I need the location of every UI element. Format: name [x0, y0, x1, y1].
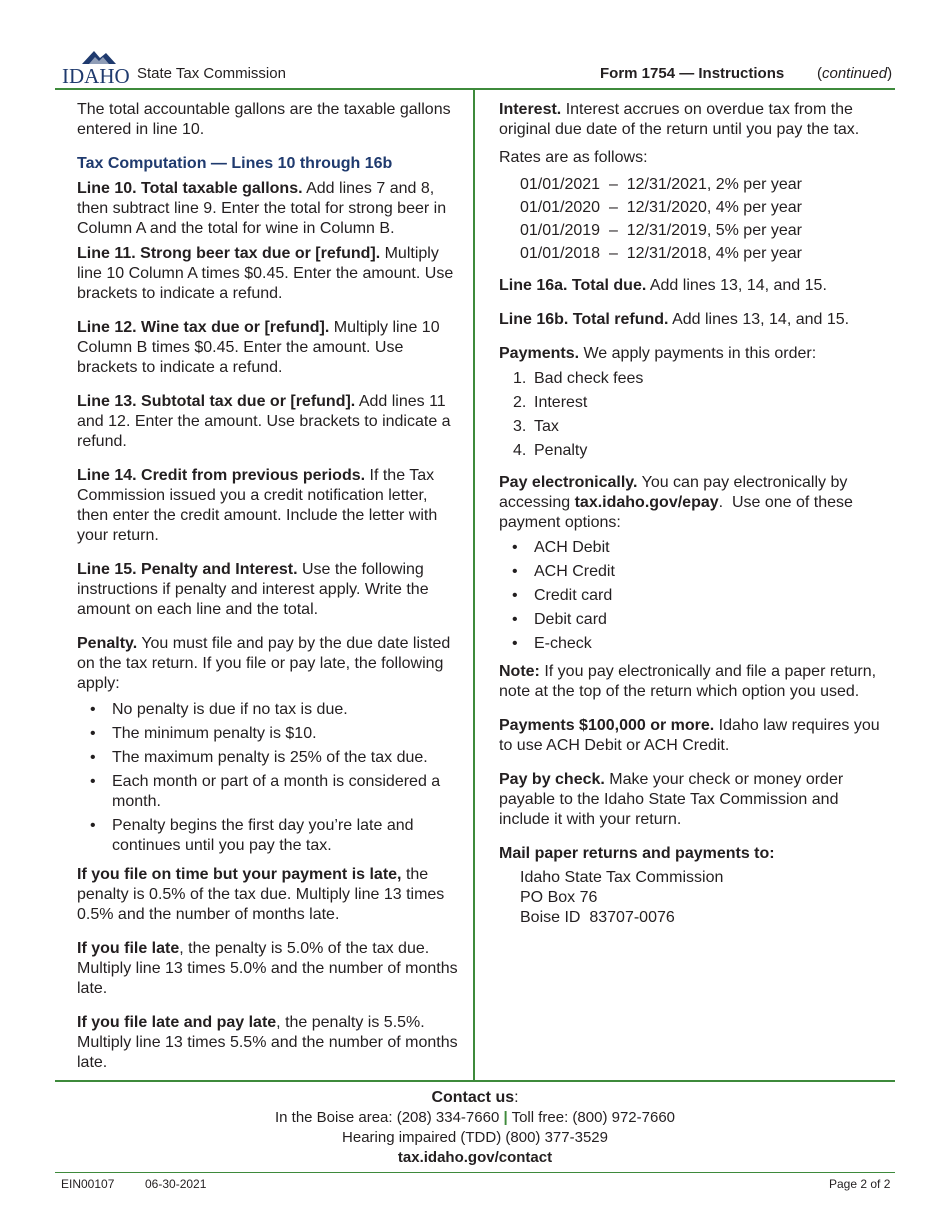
list-item: 3. Tax — [513, 418, 559, 435]
list-item: • The minimum penalty is $10. — [77, 724, 462, 744]
line-15: Line 15. Penalty and Interest. Use the following instructions if penalty and interest apply. Write the amount on each line and the total. — [77, 561, 429, 618]
rate-row: 01/01/2018 – 12/31/2018, 4% per year — [520, 245, 802, 262]
penalty-list — [77, 700, 462, 856]
phone-line: In the Boise area: (208) 334-7660 | Toll free: (800) 972-7660 — [274, 1109, 676, 1126]
address-line: Boise ID 83707-0076 — [520, 909, 675, 926]
line-14: Line 14. Credit from previous periods. If the Tax Commission issued you a credit notification letter, then enter the credit amount. Include the letter with your return. — [77, 467, 438, 544]
right-column — [499, 100, 884, 928]
footer-rule — [55, 1080, 895, 1082]
payments: Payments. We apply payments in this order: — [499, 345, 817, 362]
list-item: 1. Bad check fees — [513, 370, 644, 387]
bottom-rule — [55, 1172, 895, 1173]
line-11: Line 11. Strong beer tax due or [refund]. Multiply line 10 Column A times $0.45. Enter the amount. Use brackets to indicate a refund. — [77, 245, 454, 302]
list-item: 2. Interest — [513, 394, 588, 411]
note: Note: If you pay electronically and file a paper return, note at the top of the return which option you used. — [499, 663, 877, 700]
address-line: PO Box 76 — [520, 889, 598, 906]
pay-by-check: Pay by check. Make your check or money order payable to the Idaho State Tax Commission and include it with your return. — [499, 771, 844, 828]
intro-text: The total accountable gallons are the taxable gallons entered in line 10. — [77, 101, 451, 138]
list-item: 4. Penalty — [513, 442, 588, 459]
list-item: • No penalty is due if no tax is due. — [77, 700, 462, 720]
line-16a: Line 16a. Total due. Add lines 13, 14, and 15. — [499, 277, 827, 294]
file-and-pay-late: If you file late and pay late, the penalty is 5.5%. Multiply line 13 times 5.5% and the number of months late. — [77, 1014, 458, 1071]
line-16b: Line 16b. Total refund. Add lines 13, 14, and 15. — [499, 311, 850, 328]
header-rule — [55, 88, 895, 90]
address-line: Idaho State Tax Commission — [520, 869, 724, 886]
agency-name: State Tax Commission — [137, 65, 286, 82]
list-item: • Penalty begins the first day you’re late and continues until you pay the tax. — [77, 816, 462, 856]
epay-link[interactable]: tax.idaho.gov/epay — [574, 494, 719, 511]
list-item: • E-check — [499, 634, 884, 654]
line-12: Line 12. Wine tax due or [refund]. Multiply line 10 Column B times $0.45. Enter the amount. Use brackets to indicate a refund. — [77, 319, 440, 376]
left-column — [77, 100, 462, 1087]
rates-intro: Rates are as follows: — [499, 149, 648, 166]
revision-date: 06-30-2021 — [145, 1177, 207, 1191]
list-item: • The maximum penalty is 25% of the tax due. — [77, 748, 462, 768]
list-item: • Debit card — [499, 610, 884, 630]
contact-block — [0, 1088, 950, 1168]
idaho-logo — [62, 48, 134, 86]
payment-order-list — [499, 369, 884, 461]
mailing-address — [520, 868, 884, 928]
line-13: Line 13. Subtotal tax due or [refund]. Add lines 11 and 12. Enter the amount. Use brackets to indicate a refund. — [77, 393, 451, 450]
form-code: EIN00107 — [61, 1177, 115, 1191]
contact-link[interactable]: tax.idaho.gov/contact — [397, 1149, 553, 1166]
pay-electronically: Pay electronically. You can pay electronically by accessing tax.idaho.gov/epay. Use one of these payment options: — [499, 474, 858, 531]
line-10: Line 10. Total taxable gallons. Add lines 7 and 8, then subtract line 9. Enter the total for strong beer in Column A and the total for wine in Column B. — [77, 180, 447, 237]
contact-title: Contact us: — [431, 1089, 519, 1106]
tdd-line: Hearing impaired (TDD) (800) 377-3529 — [342, 1129, 608, 1146]
page-number: Page 2 of 2 — [829, 1177, 891, 1191]
rates-list — [520, 175, 884, 264]
section-heading: Tax Computation — Lines 10 through 16b — [77, 155, 393, 172]
file-late: If you file late, the penalty is 5.0% of the tax due. Multiply line 13 times 5.0% and the number of months late. — [77, 940, 458, 997]
mail-heading: Mail paper returns and payments to: — [499, 845, 775, 862]
rate-row: 01/01/2019 – 12/31/2019, 5% per year — [520, 222, 802, 239]
rate-row: 01/01/2021 – 12/31/2021, 2% per year — [520, 176, 802, 193]
list-item: • Credit card — [499, 586, 884, 606]
form-title: Form 1754 — Instructions — [600, 65, 785, 82]
large-payments: Payments $100,000 or more. Idaho law requires you to use ACH Debit or ACH Credit. — [499, 717, 880, 754]
column-divider — [473, 89, 475, 1081]
list-item: • Each month or part of a month is considered a month. — [77, 772, 462, 812]
penalty: Penalty. You must file and pay by the due date listed on the tax return. If you file or pay late, the following apply: — [77, 635, 451, 692]
list-item: • ACH Credit — [499, 562, 884, 582]
continued-label: (continued) — [817, 65, 893, 82]
list-item: • ACH Debit — [499, 538, 884, 558]
rate-row: 01/01/2020 – 12/31/2020, 4% per year — [520, 199, 802, 216]
interest: Interest. Interest accrues on overdue tax from the original due date of the return until you pay the tax. — [499, 101, 860, 138]
ontime-late-payment: If you file on time but your payment is late, the penalty is 0.5% of the tax due. Multiply line 13 times 0.5% and the number of months late. — [77, 866, 445, 923]
payment-options-list — [499, 538, 884, 654]
logo-text: IDAHO — [62, 64, 130, 86]
